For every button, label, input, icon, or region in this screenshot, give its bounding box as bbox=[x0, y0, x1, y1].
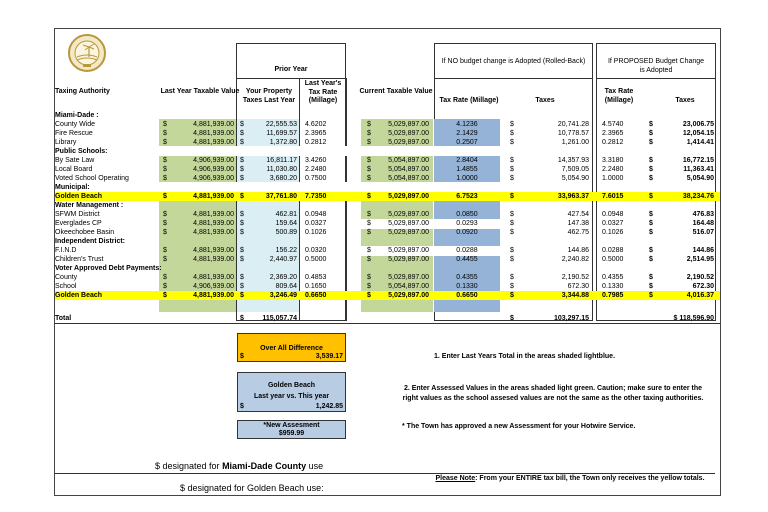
current-value[interactable]: 5,054,897.00 bbox=[388, 283, 429, 290]
dollar-sign: $ bbox=[240, 166, 244, 173]
dollar-sign: $ bbox=[510, 121, 514, 128]
last-year-rate: 0.4853 bbox=[305, 274, 327, 281]
last-year-value[interactable]: 4,881,939.00 bbox=[193, 211, 234, 218]
rb-taxes[interactable]: 1,261.00 bbox=[561, 139, 589, 146]
dollar-sign: $ bbox=[649, 256, 653, 263]
row-label: County bbox=[55, 274, 78, 281]
prop-taxes[interactable]: 11,363.41 bbox=[683, 166, 714, 173]
row-label: By Sate Law bbox=[55, 157, 95, 164]
dollar-sign: $ bbox=[367, 220, 371, 227]
row-label: Voter Approved Debt Payments: bbox=[55, 265, 162, 272]
note-3: * The Town has approved a new Assessment for your Hotwire Service. bbox=[402, 423, 636, 430]
dollar-sign: $ bbox=[163, 274, 167, 281]
dollar-sign: $ bbox=[240, 283, 244, 290]
section-header bbox=[55, 147, 720, 156]
dollar-sign: $ bbox=[240, 157, 244, 164]
last-year-taxes[interactable]: 11,699.57 bbox=[266, 130, 297, 137]
dollar-sign: $ bbox=[510, 175, 514, 182]
dollar-sign: $ bbox=[649, 292, 653, 299]
prop-rate: 0.0948 bbox=[602, 211, 624, 218]
miami-dade-use-line: $ designated for Miami-Dade County use bbox=[155, 461, 324, 471]
prop-rate: 0.4355 bbox=[602, 274, 624, 281]
rb-rate: 0.0920 bbox=[456, 229, 478, 236]
proposed-header: If PROPOSED Budget Change is Adopted bbox=[607, 58, 705, 74]
table-row bbox=[55, 165, 720, 174]
current-value[interactable]: 5,029,897.00 bbox=[388, 193, 429, 200]
rb-rate: 0.4455 bbox=[456, 256, 478, 263]
dollar-sign: $ bbox=[510, 247, 514, 254]
rb-taxes[interactable]: 10,778.57 bbox=[557, 130, 589, 137]
dollar-sign: $ bbox=[649, 283, 653, 290]
last-year-taxes[interactable]: 156.22 bbox=[275, 247, 297, 254]
dollar-sign: $ bbox=[240, 193, 244, 200]
current-value[interactable]: 5,029,897.00 bbox=[388, 139, 429, 146]
dollar-sign: $ bbox=[367, 283, 371, 290]
dollar-sign: $ bbox=[367, 247, 371, 254]
prior-year-header: Prior Year bbox=[274, 66, 308, 73]
rb-rate: 0.4355 bbox=[456, 274, 478, 281]
rb-taxes[interactable]: 7,509.05 bbox=[561, 166, 589, 173]
row-label: Okeechobee Basin bbox=[55, 229, 115, 236]
row-label: Municipal: bbox=[55, 184, 90, 191]
dollar-sign: $ bbox=[510, 283, 514, 290]
prop-taxes[interactable]: 23,006.75 bbox=[682, 121, 714, 128]
rb-taxes[interactable]: 3,344.88 bbox=[561, 292, 589, 299]
last-year-value[interactable]: 4,881,939.00 bbox=[193, 256, 234, 263]
dollar-sign: $ bbox=[367, 166, 371, 173]
current-value[interactable]: 5,029,897.00 bbox=[388, 211, 429, 218]
prop-rate: 0.5000 bbox=[602, 256, 624, 263]
current-value[interactable]: 5,029,897.00 bbox=[388, 274, 429, 281]
last-year-taxes[interactable]: 462.81 bbox=[275, 211, 297, 218]
overall-difference-box: Over All Difference $ 3,539.17 bbox=[237, 333, 346, 362]
dollar-sign: $ bbox=[163, 175, 167, 182]
dollar-sign: $ bbox=[367, 139, 371, 146]
dollar-sign: $ bbox=[240, 175, 244, 182]
dollar-sign: $ bbox=[510, 166, 514, 173]
rb-rate: 0.6650 bbox=[456, 292, 478, 299]
row-label: Golden Beach bbox=[55, 292, 103, 299]
table-row bbox=[55, 210, 720, 219]
col-prop-rate: Tax Rate (Millage) bbox=[604, 88, 634, 104]
row-label: Fire Rescue bbox=[55, 130, 93, 137]
col-rb-rate: Tax Rate (Millage) bbox=[439, 97, 499, 104]
prop-taxes[interactable]: 16,772.15 bbox=[682, 157, 714, 164]
current-value[interactable]: 5,029,897.00 bbox=[388, 229, 429, 236]
table-row bbox=[55, 120, 720, 129]
row-label: Water Management : bbox=[55, 202, 124, 209]
dollar-sign: $ bbox=[240, 139, 244, 146]
prop-taxes[interactable]: 476.83 bbox=[692, 211, 714, 218]
last-year-taxes[interactable]: 37,761.80 bbox=[265, 193, 297, 200]
dollar-sign: $ bbox=[163, 166, 167, 173]
dollar-sign: $ bbox=[649, 175, 653, 182]
row-label: Voted School Operating bbox=[55, 175, 129, 182]
dollar-sign: $ bbox=[649, 229, 653, 236]
last-year-value[interactable]: 4,881,939.00 bbox=[193, 139, 234, 146]
golden-beach-comparison-box: Golden Beach Last year vs. This year $ 1,242.85 bbox=[237, 372, 346, 412]
rb-taxes[interactable]: 144.86 bbox=[567, 247, 589, 254]
prop-rate: 0.7985 bbox=[602, 292, 624, 299]
row-label: Miami-Dade : bbox=[55, 112, 99, 119]
dollar-sign: $ bbox=[649, 220, 653, 227]
rb-taxes[interactable]: 2,240.82 bbox=[561, 256, 589, 263]
last-year-taxes[interactable]: 22,555.53 bbox=[265, 121, 297, 128]
dollar-sign: $ bbox=[163, 211, 167, 218]
last-year-value[interactable]: 4,906,939.00 bbox=[193, 157, 234, 164]
last-year-rate: 7.7350 bbox=[305, 193, 327, 200]
last-year-rate: 0.0320 bbox=[305, 247, 327, 254]
last-year-rate: 0.2812 bbox=[305, 139, 327, 146]
col-rb-taxes: Taxes bbox=[535, 97, 555, 104]
last-year-rate: 2.2480 bbox=[305, 166, 327, 173]
table-row bbox=[55, 219, 720, 228]
dollar-sign: $ bbox=[510, 130, 514, 137]
town-seal-icon bbox=[67, 33, 107, 73]
last-year-rate: 0.0948 bbox=[305, 211, 327, 218]
rb-rate: 2.1429 bbox=[456, 130, 478, 137]
last-year-taxes[interactable]: 500.89 bbox=[275, 229, 297, 236]
rb-taxes[interactable]: 5,054.90 bbox=[561, 175, 589, 182]
dollar-sign: $ bbox=[649, 130, 653, 137]
prop-taxes[interactable]: 38,234.76 bbox=[682, 193, 714, 200]
last-year-rate: 0.6650 bbox=[305, 292, 327, 299]
last-year-value[interactable]: 4,881,939.00 bbox=[193, 193, 234, 200]
new-assessment-box: *New Assesment $959.99 bbox=[237, 420, 346, 439]
dollar-sign: $ bbox=[510, 292, 514, 299]
prop-rate: 0.1026 bbox=[602, 229, 624, 236]
dollar-sign: $ bbox=[367, 193, 371, 200]
last-year-rate: 3.4260 bbox=[305, 157, 327, 164]
new-assessment-value: $959.99 bbox=[278, 430, 305, 437]
last-year-value[interactable]: 4,906,939.00 bbox=[193, 175, 234, 182]
current-value[interactable]: 5,029,897.00 bbox=[388, 220, 429, 227]
dollar-sign: $ bbox=[510, 211, 514, 218]
dollar-sign: $ bbox=[510, 139, 514, 146]
prop-rate: 2.2480 bbox=[602, 166, 624, 173]
dollar-sign: $ bbox=[510, 193, 514, 200]
prop-taxes[interactable]: 164.48 bbox=[692, 220, 714, 227]
rb-rate: 0.0850 bbox=[456, 211, 478, 218]
total-row: Total $ 115,057.74 $ 103,297.15 $ 118,596.90 bbox=[55, 315, 714, 322]
total-last-taxes: 115,057.74 bbox=[262, 315, 297, 322]
prop-taxes[interactable]: 1,414.41 bbox=[686, 139, 714, 146]
section-header bbox=[55, 183, 720, 192]
current-value[interactable]: 5,029,897.00 bbox=[388, 247, 429, 254]
table-row bbox=[55, 129, 720, 138]
dollar-sign: $ bbox=[649, 157, 653, 164]
current-value[interactable]: 5,054,897.00 bbox=[388, 157, 429, 164]
row-label: Local Board bbox=[55, 166, 93, 173]
dollar-sign: $ bbox=[163, 247, 167, 254]
last-year-value[interactable]: 4,881,939.00 bbox=[193, 220, 234, 227]
dollar-sign: $ bbox=[163, 121, 167, 128]
table-row bbox=[55, 273, 720, 282]
prop-rate: 7.6015 bbox=[602, 193, 624, 200]
dollar-sign: $ bbox=[163, 220, 167, 227]
dollar-sign: $ bbox=[240, 229, 244, 236]
prop-rate: 1.0000 bbox=[602, 175, 624, 182]
last-year-rate: 4.6202 bbox=[305, 121, 327, 128]
prop-rate: 0.0288 bbox=[602, 247, 624, 254]
dollar-sign: $ bbox=[649, 121, 653, 128]
rb-rate: 4.1236 bbox=[456, 121, 478, 128]
last-year-taxes[interactable]: 1,372.80 bbox=[269, 139, 297, 146]
row-label: Public Schools: bbox=[55, 148, 108, 155]
dollar-sign: $ bbox=[240, 220, 244, 227]
table-row bbox=[55, 291, 720, 300]
dollar-sign: $ bbox=[510, 274, 514, 281]
table-row bbox=[55, 138, 720, 147]
rolled-back-header: If NO budget change is Adopted (Rolled-Back) bbox=[441, 58, 586, 65]
dollar-sign: $ bbox=[163, 130, 167, 137]
col-prop-taxes: Taxes bbox=[675, 97, 695, 104]
last-year-rate: 0.5000 bbox=[305, 256, 327, 263]
dollar-sign: $ bbox=[649, 274, 653, 281]
dollar-sign: $ bbox=[240, 121, 244, 128]
rb-rate: 0.1330 bbox=[456, 283, 478, 290]
last-year-taxes[interactable]: 2,369.20 bbox=[269, 274, 297, 281]
prop-taxes[interactable]: 2,190.52 bbox=[686, 274, 714, 281]
prop-taxes[interactable]: 2,514.95 bbox=[686, 256, 714, 263]
last-year-taxes[interactable]: 159.64 bbox=[275, 220, 297, 227]
row-label: Everglades CP bbox=[55, 220, 102, 227]
rb-taxes[interactable]: 462.75 bbox=[567, 229, 589, 236]
last-year-rate: 0.0327 bbox=[305, 220, 327, 227]
last-year-rate: 0.1026 bbox=[305, 229, 327, 236]
current-value[interactable]: 5,029,897.00 bbox=[388, 121, 429, 128]
dollar-sign: $ bbox=[367, 292, 371, 299]
prop-rate: 2.3965 bbox=[602, 130, 624, 137]
section-header bbox=[55, 201, 720, 210]
col-taxing-authority: Taxing Authority bbox=[55, 88, 110, 95]
rb-taxes[interactable]: 20,741.28 bbox=[557, 121, 589, 128]
dollar-sign: $ bbox=[240, 130, 244, 137]
last-year-taxes[interactable]: 3,680.20 bbox=[269, 175, 297, 182]
table-row bbox=[55, 255, 720, 264]
rb-rate: 1.4855 bbox=[456, 166, 478, 173]
col-last-rate: Last Year's Tax Rate (Millage) bbox=[304, 80, 342, 104]
last-year-value[interactable]: 4,881,939.00 bbox=[193, 130, 234, 137]
prop-taxes[interactable]: 144.86 bbox=[692, 247, 714, 254]
dollar-sign: $ bbox=[649, 193, 653, 200]
last-year-value[interactable]: 4,906,939.00 bbox=[193, 283, 234, 290]
last-year-value[interactable]: 4,906,939.00 bbox=[193, 166, 234, 173]
table-row bbox=[55, 228, 720, 237]
current-value[interactable]: 5,054,897.00 bbox=[388, 175, 429, 182]
dollar-sign: $ bbox=[367, 175, 371, 182]
current-value[interactable]: 5,029,897.00 bbox=[388, 256, 429, 263]
last-year-value[interactable]: 4,881,939.00 bbox=[193, 229, 234, 236]
dollar-sign: $ bbox=[163, 256, 167, 263]
note-1: 1. Enter Last Years Total in the areas shaded lightblue. bbox=[434, 353, 616, 360]
last-year-rate: 0.7500 bbox=[305, 175, 327, 182]
dollar-sign: $ bbox=[367, 256, 371, 263]
dollar-sign: $ bbox=[510, 256, 514, 263]
dollar-sign: $ bbox=[510, 157, 514, 164]
dollar-sign: $ bbox=[649, 211, 653, 218]
last-year-taxes[interactable]: 16,811.17 bbox=[266, 157, 297, 164]
dollar-sign: $ bbox=[510, 229, 514, 236]
please-note: Please Note: From your ENTIRE tax bill, the Town only receives the yellow totals. bbox=[435, 475, 705, 482]
current-value[interactable]: 5,029,897.00 bbox=[388, 130, 429, 137]
table-row bbox=[55, 156, 720, 165]
prop-taxes[interactable]: 4,016.37 bbox=[686, 292, 714, 299]
total-label: Total bbox=[55, 315, 72, 322]
row-label: Independent District: bbox=[55, 238, 126, 245]
dollar-sign: $ bbox=[367, 211, 371, 218]
dollar-sign: $ bbox=[163, 229, 167, 236]
row-label: Children's Trust bbox=[55, 256, 104, 263]
rb-rate: 0.2507 bbox=[456, 139, 478, 146]
last-year-value[interactable]: 4,881,939.00 bbox=[193, 292, 234, 299]
dollar-sign: $ bbox=[367, 121, 371, 128]
row-label: SFWM District bbox=[55, 211, 100, 218]
section-header bbox=[55, 111, 720, 120]
dollar-sign: $ bbox=[163, 157, 167, 164]
row-label: County Wide bbox=[55, 121, 96, 128]
last-year-rate: 0.1650 bbox=[305, 283, 327, 290]
golden-beach-use-line: $ designated for Golden Beach use: bbox=[180, 483, 324, 493]
table-row bbox=[55, 246, 720, 255]
dollar-sign: $ bbox=[649, 139, 653, 146]
total-prop-taxes: $ 118,596.90 bbox=[673, 315, 714, 322]
row-label: Golden Beach bbox=[55, 193, 103, 200]
dollar-sign: $ bbox=[163, 283, 167, 290]
prop-rate: 0.0327 bbox=[602, 220, 624, 227]
prop-rate: 4.5740 bbox=[602, 121, 624, 128]
rb-rate: 1.0000 bbox=[456, 175, 478, 182]
last-year-value[interactable]: 4,881,939.00 bbox=[193, 121, 234, 128]
last-year-rate: 2.3965 bbox=[305, 130, 327, 137]
rb-taxes[interactable]: 33,963.37 bbox=[557, 193, 589, 200]
dollar-sign: $ bbox=[367, 229, 371, 236]
dollar-sign: $ bbox=[240, 274, 244, 281]
col-current-value: Current Taxable Value bbox=[359, 88, 433, 95]
rb-rate: 2.8404 bbox=[456, 157, 478, 164]
dollar-sign: $ bbox=[163, 292, 167, 299]
col-last-year-value: Last Year Taxable Value bbox=[160, 88, 240, 95]
prop-taxes[interactable]: 672.30 bbox=[692, 283, 714, 290]
rb-rate: 0.0288 bbox=[456, 247, 478, 254]
dollar-sign: $ bbox=[240, 211, 244, 218]
last-year-taxes[interactable]: 809.64 bbox=[275, 283, 297, 290]
prop-rate: 0.2812 bbox=[602, 139, 624, 146]
dollar-sign: $ bbox=[163, 139, 167, 146]
total-rb-taxes: 103,297.15 bbox=[553, 315, 589, 322]
dollar-sign: $ bbox=[649, 166, 653, 173]
col-property-taxes: Your Property Taxes Last Year bbox=[242, 88, 296, 104]
overall-difference-value: 3,539.17 bbox=[315, 353, 343, 360]
prop-taxes[interactable]: 5,054.90 bbox=[686, 175, 714, 182]
current-value[interactable]: 5,029,897.00 bbox=[388, 292, 429, 299]
row-label: School bbox=[55, 283, 77, 290]
dollar-sign: $ bbox=[367, 157, 371, 164]
dollar-sign: $ bbox=[510, 220, 514, 227]
dollar-sign: $ bbox=[240, 292, 244, 299]
last-year-value[interactable]: 4,881,939.00 bbox=[193, 274, 234, 281]
dollar-sign: $ bbox=[367, 274, 371, 281]
last-year-value[interactable]: 4,881,939.00 bbox=[193, 247, 234, 254]
rb-taxes[interactable]: 147.38 bbox=[567, 220, 589, 227]
dollar-sign: $ bbox=[367, 130, 371, 137]
rb-taxes[interactable]: 427.54 bbox=[567, 211, 589, 218]
note-2: 2. Enter Assessed Values in the areas shaded light green. Caution; make sure to enter the right values as the school assesed values are not the same as the other taxing authorities. bbox=[402, 385, 704, 402]
golden-beach-diff-value: 1,242.85 bbox=[315, 403, 343, 410]
last-year-taxes[interactable]: 11,030.80 bbox=[266, 166, 297, 173]
dollar-sign: $ bbox=[240, 247, 244, 254]
section-header bbox=[55, 264, 720, 273]
rb-taxes[interactable]: 2,190.52 bbox=[561, 274, 589, 281]
prop-taxes[interactable]: 12,054.15 bbox=[682, 130, 714, 137]
dollar-sign: $ bbox=[649, 247, 653, 254]
row-label: Library bbox=[55, 139, 77, 146]
current-value[interactable]: 5,054,897.00 bbox=[388, 166, 429, 173]
rb-rate: 0.0293 bbox=[456, 220, 478, 227]
last-year-taxes[interactable]: 3,246.49 bbox=[269, 292, 297, 299]
table-row bbox=[55, 192, 720, 201]
rb-rate: 6.7523 bbox=[456, 193, 478, 200]
prop-taxes[interactable]: 516.07 bbox=[692, 229, 714, 236]
row-label: F.I.N.D bbox=[55, 247, 77, 254]
dollar-sign: $ bbox=[240, 256, 244, 263]
last-year-taxes[interactable]: 2,440.97 bbox=[269, 256, 297, 263]
prop-rate: 3.3180 bbox=[602, 157, 624, 164]
dollar-sign: $ bbox=[163, 193, 167, 200]
prop-rate: 0.1330 bbox=[602, 283, 624, 290]
table-row bbox=[55, 282, 720, 291]
section-header bbox=[55, 237, 720, 246]
rb-taxes[interactable]: 672.30 bbox=[567, 283, 589, 290]
rb-taxes[interactable]: 14,357.93 bbox=[557, 157, 589, 164]
table-row bbox=[55, 174, 720, 183]
